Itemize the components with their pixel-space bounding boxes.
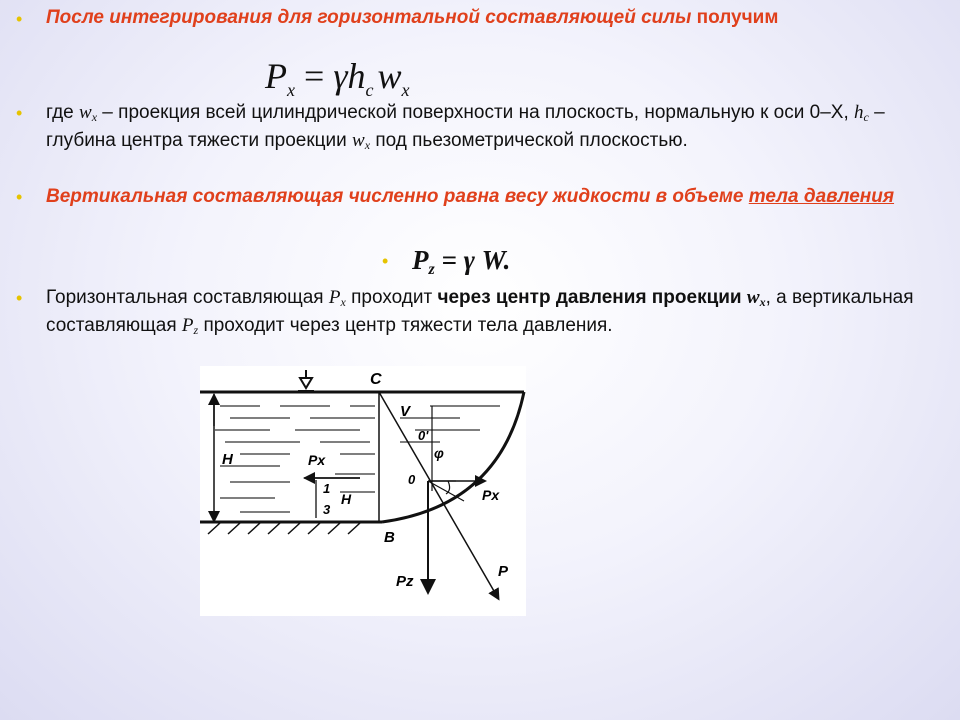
pressure-diagram [200, 366, 526, 616]
b4-w-sub: x [759, 295, 766, 309]
label-p: P [498, 563, 509, 580]
angle-arc [432, 481, 456, 494]
b2-part: под пьезометрической плоскостью. [370, 130, 688, 151]
formula-sub-x2: x [401, 80, 410, 100]
bullet-1-text [46, 6, 926, 30]
b4-w: w [746, 287, 760, 308]
b2-w: w [352, 130, 365, 151]
b4-bold: через центр давления проекции [437, 287, 747, 308]
formula-gamma-h: γh [333, 56, 366, 96]
label-one: 1 [323, 481, 331, 496]
formula-p: P [265, 56, 287, 96]
bottom-hatch [208, 523, 360, 534]
formula-sub-x: x [287, 80, 295, 100]
b2-part: – проекция всей цилиндрической поверхности на плоскость, нормальную к оси 0–Х, [97, 102, 854, 123]
b4-part: , а вертикальная составляющая [46, 287, 914, 336]
b2-part: где [46, 102, 80, 123]
formula-w: w [377, 56, 402, 96]
label-c: C [370, 371, 382, 388]
b4-p: P [181, 315, 194, 336]
b2-part: – глубина центра тяжести проекции [46, 102, 885, 151]
force-p-arrow [379, 392, 498, 598]
radius-line [428, 481, 464, 501]
bullet-marker: • [16, 9, 23, 29]
formula-pz [412, 244, 510, 286]
bullet-marker: • [16, 187, 23, 207]
label-b: B [384, 529, 395, 546]
formula-sub-c: c [365, 80, 374, 100]
b2-h-sub: c [863, 110, 869, 124]
b4-p: P [328, 287, 341, 308]
b4-part: проходит через центр тяжести тела давления. [198, 315, 613, 336]
b2-w-sub: x [364, 138, 371, 152]
diagram-svg [200, 366, 526, 616]
bullet-4-text [46, 286, 926, 342]
bullet-marker: • [382, 251, 389, 271]
formula-eq: = [295, 56, 334, 96]
formula-p: P [412, 245, 429, 275]
label-h-left: H [222, 451, 233, 468]
bullet-3-text [46, 185, 926, 209]
label-v: V [400, 403, 411, 420]
label-px-left: Px [308, 452, 326, 468]
b4-part: Горизонтальная составляющая [46, 287, 329, 308]
b2-h: h [854, 102, 864, 123]
tela-davleniya-link[interactable]: тела давления [748, 186, 895, 207]
b4-part: проходит [345, 287, 438, 308]
bullet-2-text [46, 101, 926, 157]
bullet-1-bold: получим [696, 7, 779, 28]
b2-w-sub: x [91, 110, 98, 124]
free-surface-marker [300, 378, 312, 388]
bullet-1-italic: После интегрирования для горизонтальной составляющей силы [46, 7, 692, 28]
label-o-prime: 0' [418, 428, 429, 443]
label-h-right: H [341, 491, 352, 507]
label-pz: Pz [396, 573, 414, 590]
b4-p-sub: x [340, 295, 346, 309]
b4-p-sub: z [193, 323, 199, 337]
formula-rest: = γ W. [434, 245, 511, 275]
label-px-right: Px [482, 487, 500, 503]
bullet-marker: • [16, 103, 23, 123]
label-o: 0 [408, 472, 416, 487]
formula-sub-z: z [428, 261, 435, 278]
b2-w: w [79, 102, 92, 123]
b3-text: Вертикальная составляющая численно равна весу жидкости в объеме [46, 186, 749, 207]
label-three: 3 [323, 502, 331, 517]
bullet-marker: • [16, 288, 23, 308]
label-phi: φ [434, 445, 444, 461]
